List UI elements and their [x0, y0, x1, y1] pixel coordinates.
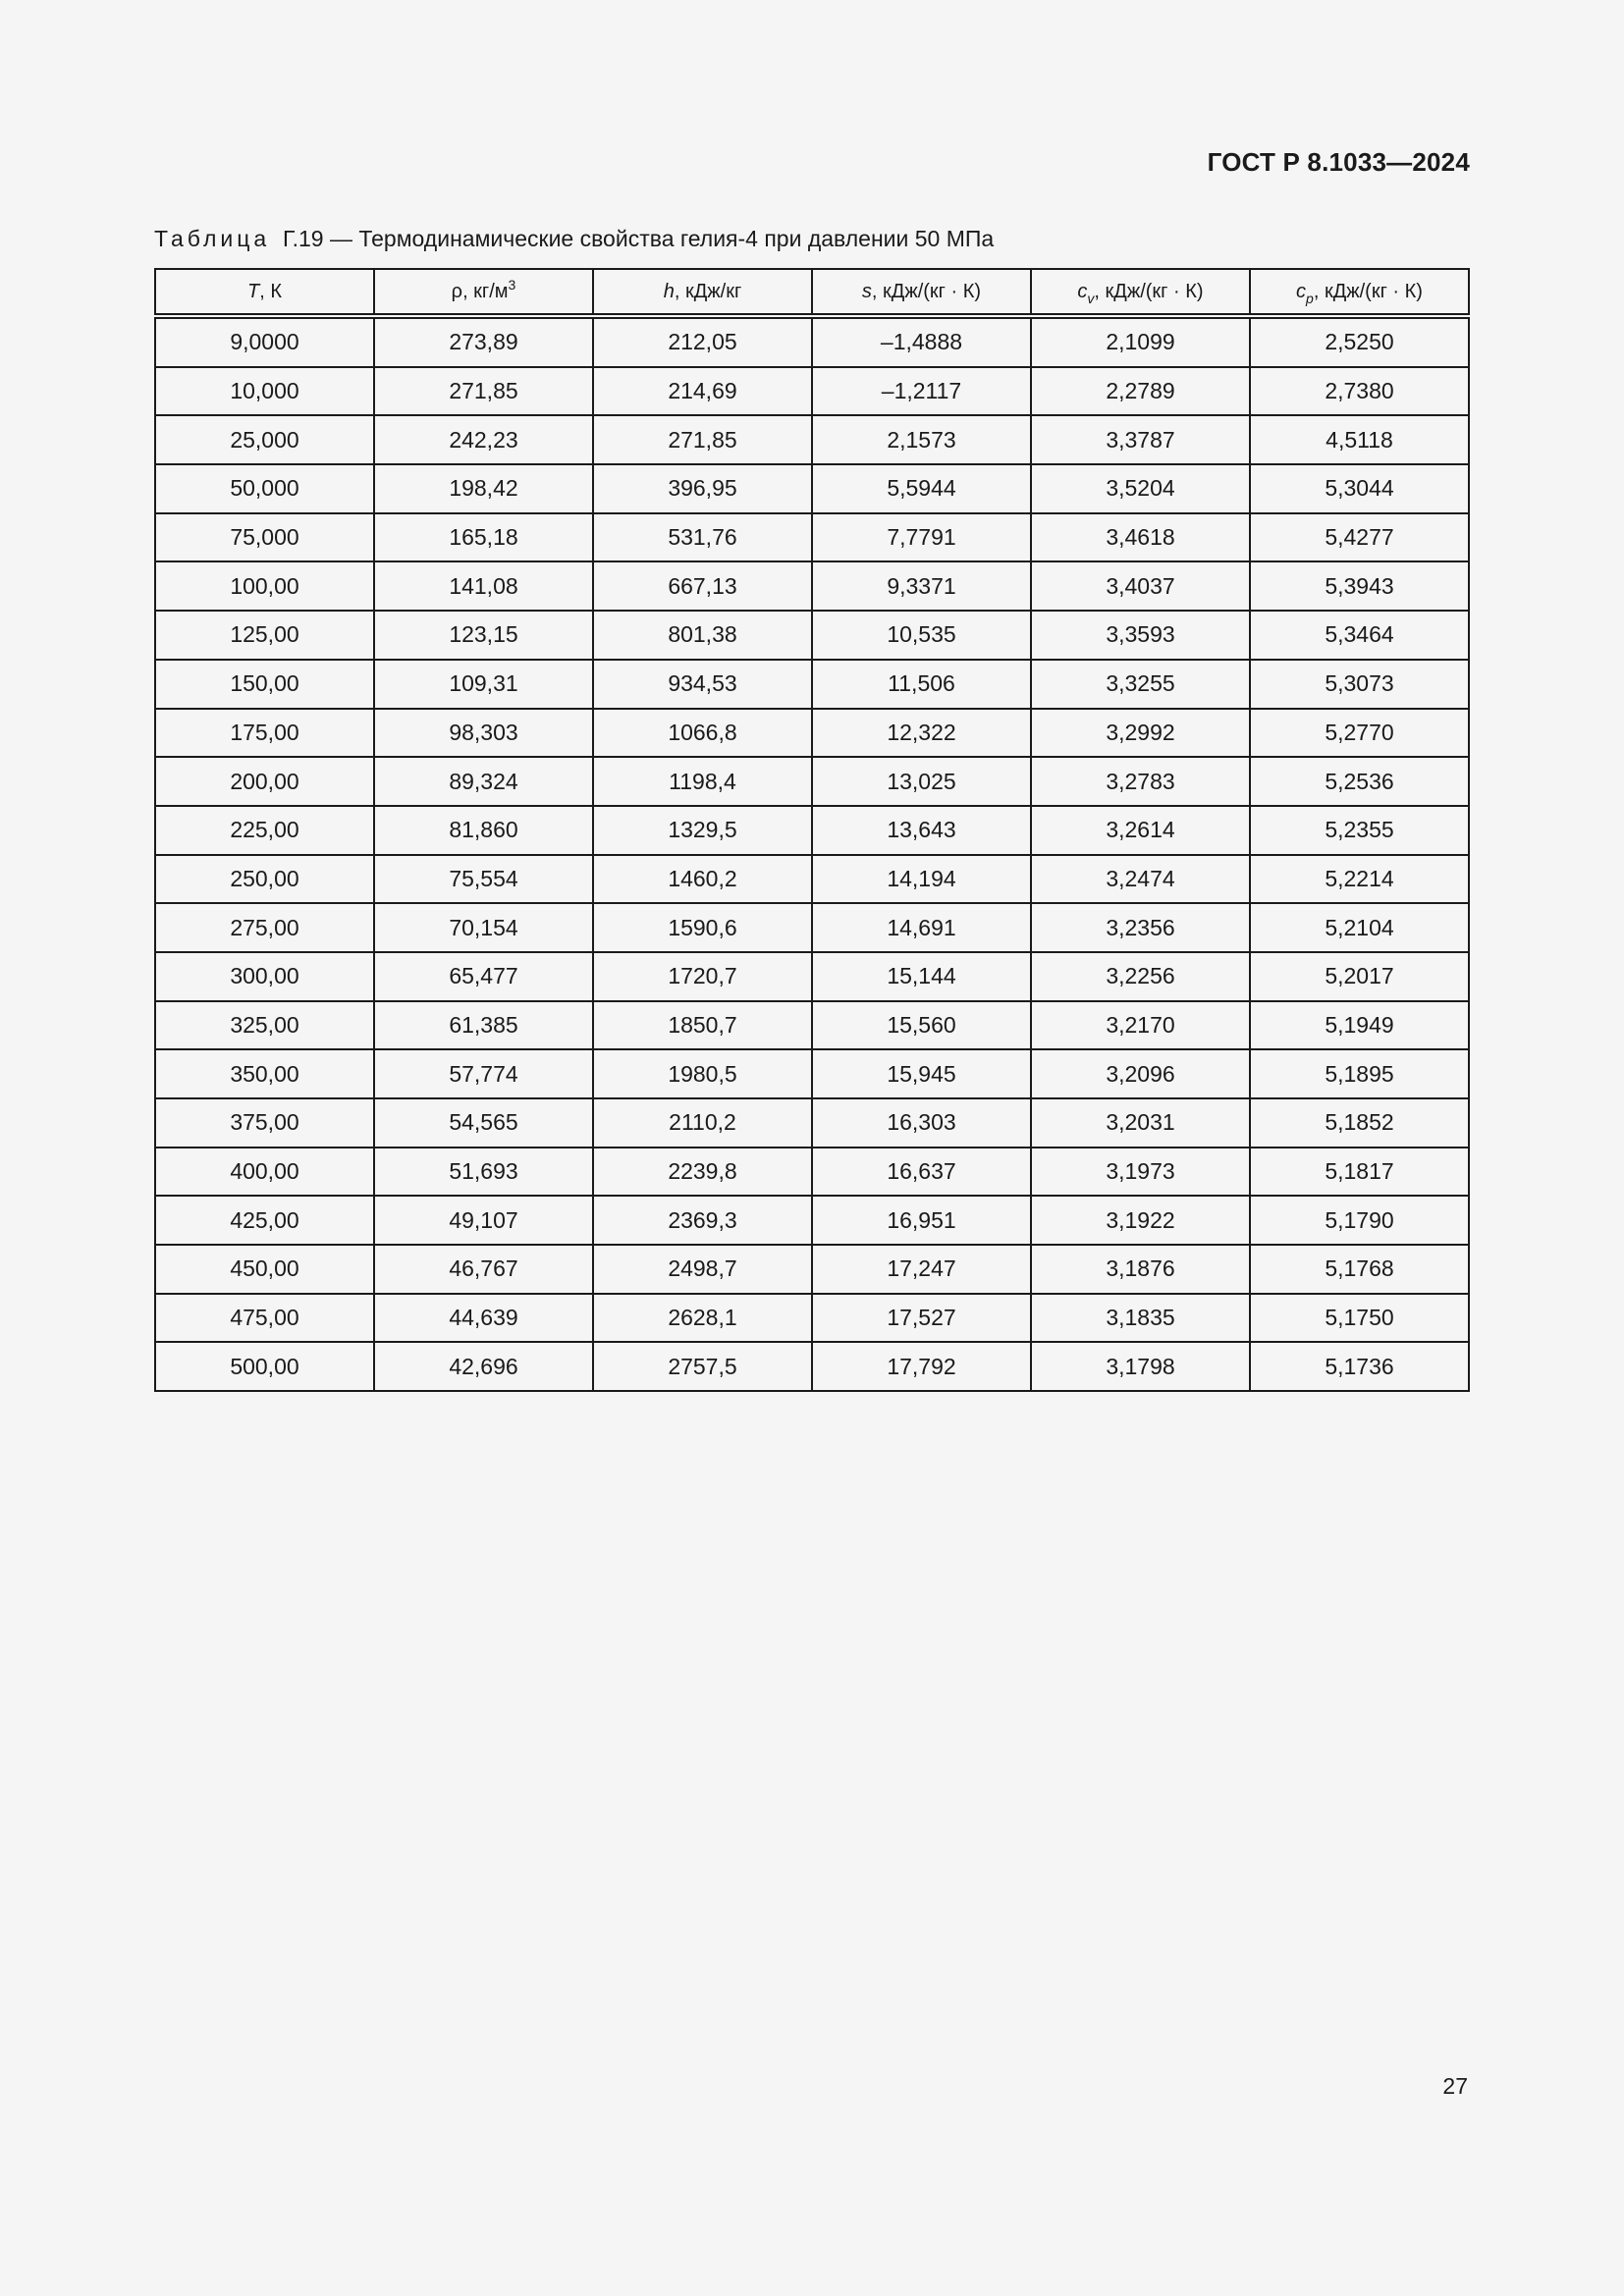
table-cell: 49,107 [374, 1196, 593, 1245]
table-cell: 50,000 [155, 464, 374, 513]
table-cell: 5,1949 [1250, 1001, 1469, 1050]
caption-text: Г.19 — Термодинамические свойства гелия-4 при давлении 50 МПа [282, 226, 995, 251]
table-cell: 3,2170 [1031, 1001, 1250, 1050]
table-cell: 65,477 [374, 952, 593, 1001]
table-cell: 2,1099 [1031, 316, 1250, 367]
table-cell: 5,4277 [1250, 513, 1469, 562]
table-cell: 2,1573 [812, 415, 1031, 464]
table-row [155, 806, 1469, 855]
table-row [155, 903, 1469, 952]
table-cell: 5,3464 [1250, 611, 1469, 660]
table-cell: 396,95 [593, 464, 812, 513]
table-cell: 3,2256 [1031, 952, 1250, 1001]
table-cell: 250,00 [155, 855, 374, 904]
table-cell: 5,2770 [1250, 709, 1469, 758]
table-cell: 2110,2 [593, 1098, 812, 1148]
table-cell: 89,324 [374, 757, 593, 806]
table-cell: 17,247 [812, 1245, 1031, 1294]
column-header-enthalpy: h, кДж/кг [593, 269, 812, 316]
table-cell: 1850,7 [593, 1001, 812, 1050]
table-row [155, 855, 1469, 904]
table-cell: 15,945 [812, 1049, 1031, 1098]
table-cell: 531,76 [593, 513, 812, 562]
table-cell: 5,2214 [1250, 855, 1469, 904]
properties-table-container [154, 268, 1470, 1392]
table-cell: 5,2536 [1250, 757, 1469, 806]
table-row [155, 1148, 1469, 1197]
table-row [155, 513, 1469, 562]
column-header-entropy: s, кДж/(кг · К) [812, 269, 1031, 316]
table-cell: 2628,1 [593, 1294, 812, 1343]
table-cell: 15,560 [812, 1001, 1031, 1050]
table-cell: 1720,7 [593, 952, 812, 1001]
table-cell: 109,31 [374, 660, 593, 709]
table-row [155, 464, 1469, 513]
table-cell: 5,3044 [1250, 464, 1469, 513]
table-cell: 801,38 [593, 611, 812, 660]
table-cell: 1329,5 [593, 806, 812, 855]
table-cell: 3,2031 [1031, 1098, 1250, 1148]
table-cell: 165,18 [374, 513, 593, 562]
table-cell: 46,767 [374, 1245, 593, 1294]
table-cell: 500,00 [155, 1342, 374, 1391]
table-cell: 5,3943 [1250, 561, 1469, 611]
table-cell: 3,3255 [1031, 660, 1250, 709]
table-cell: 61,385 [374, 1001, 593, 1050]
table-cell: 10,000 [155, 367, 374, 416]
table-cell: 242,23 [374, 415, 593, 464]
table-cell: 3,5204 [1031, 464, 1250, 513]
table-cell: –1,4888 [812, 316, 1031, 367]
table-cell: 2369,3 [593, 1196, 812, 1245]
table-cell: 2757,5 [593, 1342, 812, 1391]
table-cell: 100,00 [155, 561, 374, 611]
table-cell: 150,00 [155, 660, 374, 709]
column-header-density: ρ, $кг/м^3$ [374, 269, 593, 316]
table-cell: 200,00 [155, 757, 374, 806]
table-cell: 2,7380 [1250, 367, 1469, 416]
table-cell: 275,00 [155, 903, 374, 952]
table-cell: 70,154 [374, 903, 593, 952]
table-cell: 16,637 [812, 1148, 1031, 1197]
table-cell: 425,00 [155, 1196, 374, 1245]
table-cell: 10,535 [812, 611, 1031, 660]
table-cell: 5,1750 [1250, 1294, 1469, 1343]
table-cell: 3,4037 [1031, 561, 1250, 611]
table-cell: 475,00 [155, 1294, 374, 1343]
table-cell: 273,89 [374, 316, 593, 367]
table-cell: 214,69 [593, 367, 812, 416]
table-cell: 2498,7 [593, 1245, 812, 1294]
table-cell: 13,643 [812, 806, 1031, 855]
table-cell: 3,1922 [1031, 1196, 1250, 1245]
column-header-cv: $c_v$, кДж/(кг · К) [1031, 269, 1250, 316]
table-cell: 11,506 [812, 660, 1031, 709]
table-cell: 450,00 [155, 1245, 374, 1294]
table-cell: 300,00 [155, 952, 374, 1001]
table-cell: 14,194 [812, 855, 1031, 904]
table-cell: 1198,4 [593, 757, 812, 806]
table-cell: 13,025 [812, 757, 1031, 806]
table-row [155, 1196, 1469, 1245]
table-cell: 175,00 [155, 709, 374, 758]
table-row [155, 1001, 1469, 1050]
table-cell: 25,000 [155, 415, 374, 464]
table-cell: 9,0000 [155, 316, 374, 367]
table-row [155, 316, 1469, 367]
table-cell: 271,85 [374, 367, 593, 416]
table-cell: 225,00 [155, 806, 374, 855]
table-cell: 3,2614 [1031, 806, 1250, 855]
table-cell: –1,2117 [812, 367, 1031, 416]
table-cell: 12,322 [812, 709, 1031, 758]
table-cell: 667,13 [593, 561, 812, 611]
thermodynamic-properties-table [154, 268, 1470, 1392]
table-cell: 57,774 [374, 1049, 593, 1098]
table-cell: 5,2017 [1250, 952, 1469, 1001]
table-cell: 3,1973 [1031, 1148, 1250, 1197]
table-cell: 2,2789 [1031, 367, 1250, 416]
table-cell: 5,3073 [1250, 660, 1469, 709]
table-cell: 3,1876 [1031, 1245, 1250, 1294]
column-header-cp: $c_p$, кДж/(кг · К) [1250, 269, 1469, 316]
table-cell: 3,2474 [1031, 855, 1250, 904]
table-cell: 212,05 [593, 316, 812, 367]
table-row [155, 415, 1469, 464]
table-cell: 271,85 [593, 415, 812, 464]
table-cell: 51,693 [374, 1148, 593, 1197]
table-cell: 1590,6 [593, 903, 812, 952]
table-row [155, 561, 1469, 611]
table-row [155, 1098, 1469, 1148]
table-cell: 75,000 [155, 513, 374, 562]
table-cell: 375,00 [155, 1098, 374, 1148]
table-cell: 3,4618 [1031, 513, 1250, 562]
table-cell: 400,00 [155, 1148, 374, 1197]
table-cell: 325,00 [155, 1001, 374, 1050]
column-header-temperature: T, К [155, 269, 374, 316]
table-cell: 125,00 [155, 611, 374, 660]
table-body [155, 316, 1469, 1391]
table-cell: 3,2783 [1031, 757, 1250, 806]
table-cell: 934,53 [593, 660, 812, 709]
table-caption [154, 226, 994, 252]
table-cell: 123,15 [374, 611, 593, 660]
table-row [155, 952, 1469, 1001]
table-cell: 1460,2 [593, 855, 812, 904]
table-cell: 198,42 [374, 464, 593, 513]
table-cell: 7,7791 [812, 513, 1031, 562]
table-cell: 75,554 [374, 855, 593, 904]
table-cell: 5,1790 [1250, 1196, 1469, 1245]
table-cell: 3,3593 [1031, 611, 1250, 660]
table-cell: 3,1835 [1031, 1294, 1250, 1343]
table-cell: 98,303 [374, 709, 593, 758]
table-cell: 3,2096 [1031, 1049, 1250, 1098]
table-cell: 5,1768 [1250, 1245, 1469, 1294]
table-cell: 5,1817 [1250, 1148, 1469, 1197]
table-cell: 16,303 [812, 1098, 1031, 1148]
table-cell: 5,2104 [1250, 903, 1469, 952]
table-row [155, 1245, 1469, 1294]
table-cell: 14,691 [812, 903, 1031, 952]
table-cell: 54,565 [374, 1098, 593, 1148]
table-cell: 17,527 [812, 1294, 1031, 1343]
table-header-row [155, 269, 1469, 316]
table-cell: 5,1895 [1250, 1049, 1469, 1098]
table-row [155, 757, 1469, 806]
table-row [155, 367, 1469, 416]
table-cell: 350,00 [155, 1049, 374, 1098]
table-row [155, 660, 1469, 709]
table-cell: 3,1798 [1031, 1342, 1250, 1391]
document-standard-header: ГОСТ Р 8.1033—2024 [1207, 147, 1470, 177]
table-row [155, 709, 1469, 758]
table-cell: 5,5944 [812, 464, 1031, 513]
table-cell: 3,3787 [1031, 415, 1250, 464]
table-cell: 17,792 [812, 1342, 1031, 1391]
table-row [155, 1294, 1469, 1343]
table-cell: 3,2356 [1031, 903, 1250, 952]
table-cell: 4,5118 [1250, 415, 1469, 464]
caption-word: Таблица [154, 226, 271, 251]
table-row [155, 1342, 1469, 1391]
table-cell: 9,3371 [812, 561, 1031, 611]
table-cell: 5,1852 [1250, 1098, 1469, 1148]
table-cell: 3,2992 [1031, 709, 1250, 758]
table-cell: 15,144 [812, 952, 1031, 1001]
table-cell: 2,5250 [1250, 316, 1469, 367]
page-number: 27 [1442, 2073, 1468, 2099]
table-cell: 1066,8 [593, 709, 812, 758]
table-cell: 81,860 [374, 806, 593, 855]
table-cell: 141,08 [374, 561, 593, 611]
table-cell: 44,639 [374, 1294, 593, 1343]
table-row [155, 1049, 1469, 1098]
table-cell: 1980,5 [593, 1049, 812, 1098]
table-cell: 16,951 [812, 1196, 1031, 1245]
table-cell: 5,2355 [1250, 806, 1469, 855]
table-row [155, 611, 1469, 660]
table-cell: 2239,8 [593, 1148, 812, 1197]
table-cell: 5,1736 [1250, 1342, 1469, 1391]
table-cell: 42,696 [374, 1342, 593, 1391]
